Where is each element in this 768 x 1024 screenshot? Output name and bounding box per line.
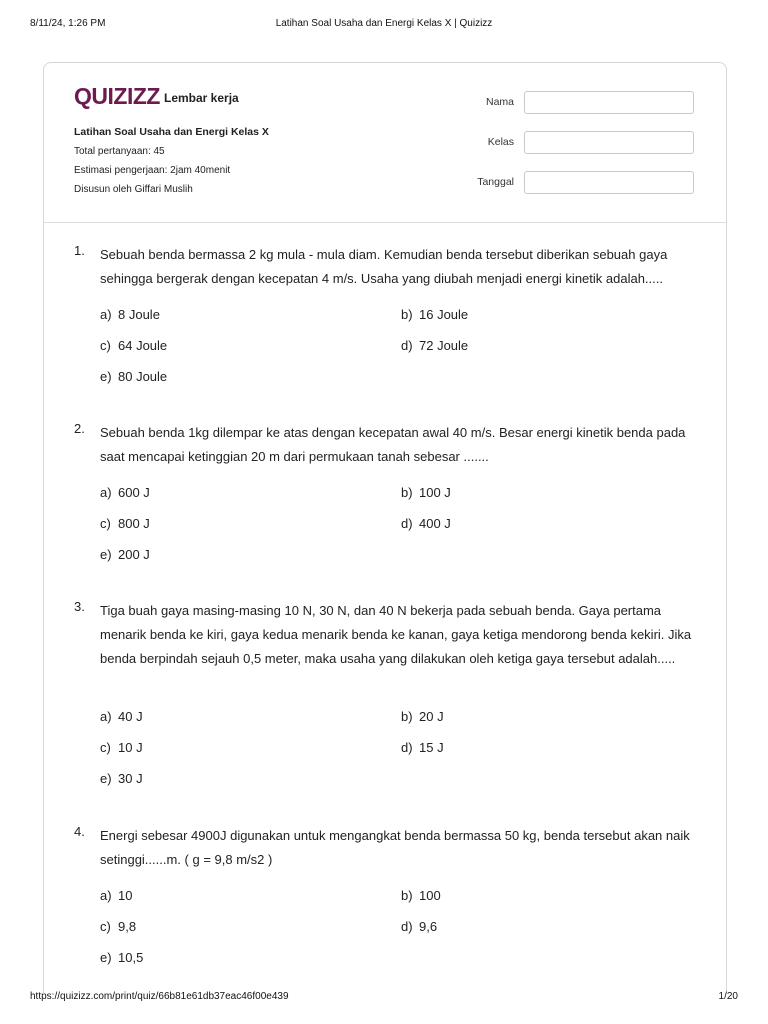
option-d — [401, 919, 437, 934]
option-text: 15 J — [419, 740, 444, 755]
option-letter: a) — [100, 709, 112, 724]
quiz-title: Latihan Soal Usaha dan Energi Kelas X — [74, 126, 269, 138]
class-field-row — [464, 131, 694, 155]
logo-wordmark: QUIZIZZ — [74, 83, 160, 109]
option-b — [401, 709, 444, 724]
option-c — [100, 516, 150, 531]
print-datetime: 8/11/24, 1:26 PM — [30, 18, 106, 29]
option-text: 10 — [118, 888, 133, 903]
total-questions: Total pertanyaan: 45 — [74, 146, 165, 157]
option-text: 200 J — [118, 547, 150, 562]
print-footer — [30, 991, 738, 1005]
option-letter: c) — [100, 919, 111, 934]
option-text: 80 Joule — [118, 369, 168, 384]
option-letter: b) — [401, 709, 413, 724]
option-d — [401, 516, 451, 531]
option-letter: c) — [100, 740, 111, 755]
print-url: https://quizizz.com/print/quiz/66b81e61db37eac46f00e439 — [30, 991, 289, 1002]
option-e — [100, 547, 150, 562]
estimated-time: Estimasi pengerjaan: 2jam 40menit — [74, 165, 231, 176]
option-text: 40 J — [118, 709, 143, 724]
option-letter: c) — [100, 516, 111, 531]
option-b — [401, 307, 468, 322]
option-a — [100, 307, 160, 322]
option-text: 100 J — [419, 485, 451, 500]
option-text: 600 J — [118, 485, 150, 500]
option-c — [100, 338, 167, 353]
option-d — [401, 338, 468, 353]
option-text: 100 — [419, 888, 441, 903]
class-label: Kelas — [487, 136, 514, 148]
quizizz-logo-icon — [74, 83, 160, 109]
worksheet — [43, 62, 727, 993]
option-letter: b) — [401, 888, 413, 903]
option-b — [401, 485, 451, 500]
option-letter: d) — [401, 919, 413, 934]
worksheet-label: Lembar kerja — [164, 91, 239, 105]
option-e — [100, 369, 167, 384]
option-letter: e) — [100, 771, 112, 786]
option-a — [100, 888, 132, 903]
option-letter: a) — [100, 888, 112, 903]
question-number: 3. — [74, 599, 85, 614]
option-e — [100, 771, 143, 786]
option-text: 20 J — [419, 709, 444, 724]
option-e — [100, 950, 143, 965]
question-number: 1. — [74, 243, 85, 258]
name-field-row — [464, 91, 694, 115]
option-text: 64 Joule — [118, 338, 168, 353]
option-text: 9,8 — [118, 919, 137, 934]
question-number: 4. — [74, 824, 85, 839]
page-counter: 1/20 — [718, 991, 738, 1002]
option-a — [100, 485, 150, 500]
print-page-title: Latihan Soal Usaha dan Energi Kelas X | Quizizz — [275, 18, 493, 29]
option-letter: e) — [100, 950, 112, 965]
option-a — [100, 709, 143, 724]
option-letter: d) — [401, 740, 413, 755]
option-text: 400 J — [419, 516, 451, 531]
option-text: 8 Joule — [118, 307, 160, 322]
option-text: 16 Joule — [419, 307, 469, 322]
question-text: Energi sebesar 4900J digunakan untuk mengangkat benda bermassa 50 kg, benda tersebut akan naik setinggi......m. ( g = 9,8 m/s2 ) — [100, 828, 690, 867]
option-text: 72 Joule — [419, 338, 469, 353]
option-letter: c) — [100, 338, 111, 353]
date-field-row — [464, 171, 694, 195]
option-text: 800 J — [118, 516, 150, 531]
option-letter: e) — [100, 369, 112, 384]
question-text: Sebuah benda 1kg dilempar ke atas dengan kecepatan awal 40 m/s. Besar energi kinetik benda pada saat mencapai ketinggian 20 m dari permukaan tanah sebesar ....... — [100, 425, 686, 464]
date-input[interactable] — [524, 171, 694, 194]
option-letter: a) — [100, 307, 112, 322]
option-letter: e) — [100, 547, 112, 562]
option-text: 10,5 — [118, 950, 144, 965]
question-text: Sebuah benda bermassa 2 kg mula - mula diam. Kemudian benda tersebut diberikan sebuah gaya sehingga bergerak dengan kecepatan 4 m/s. Usaha yang diubah menjadi energi kinetik adalah..... — [100, 247, 668, 286]
option-text: 9,6 — [419, 919, 438, 934]
question-number: 2. — [74, 421, 85, 436]
worksheet-header — [44, 63, 726, 223]
option-b — [401, 888, 441, 903]
question-text: Tiga buah gaya masing-masing 10 N, 30 N, dan 40 N bekerja pada sebuah benda. Gaya pertama menarik benda ke kiri, gaya kedua menarik benda ke kanan, gaya ketiga mendorong benda kekiri. Jika benda berpindah sejauh 0,5 meter, maka usaha yang dilakukan oleh ketiga gaya tersebut adalah..... — [100, 603, 692, 666]
class-input[interactable] — [524, 131, 694, 154]
option-c — [100, 740, 143, 755]
option-text: 30 J — [118, 771, 143, 786]
option-letter: a) — [100, 485, 112, 500]
name-input[interactable] — [524, 91, 694, 114]
print-header — [30, 18, 738, 32]
option-letter: b) — [401, 485, 413, 500]
option-letter: d) — [401, 338, 413, 353]
option-text: 10 J — [118, 740, 143, 755]
option-letter: b) — [401, 307, 413, 322]
date-label: Tanggal — [477, 176, 514, 188]
option-letter: d) — [401, 516, 413, 531]
option-c — [100, 919, 136, 934]
name-label: Nama — [485, 96, 514, 108]
option-d — [401, 740, 444, 755]
author: Disusun oleh Giffari Muslih — [74, 184, 193, 195]
quizizz-logo — [74, 83, 160, 109]
